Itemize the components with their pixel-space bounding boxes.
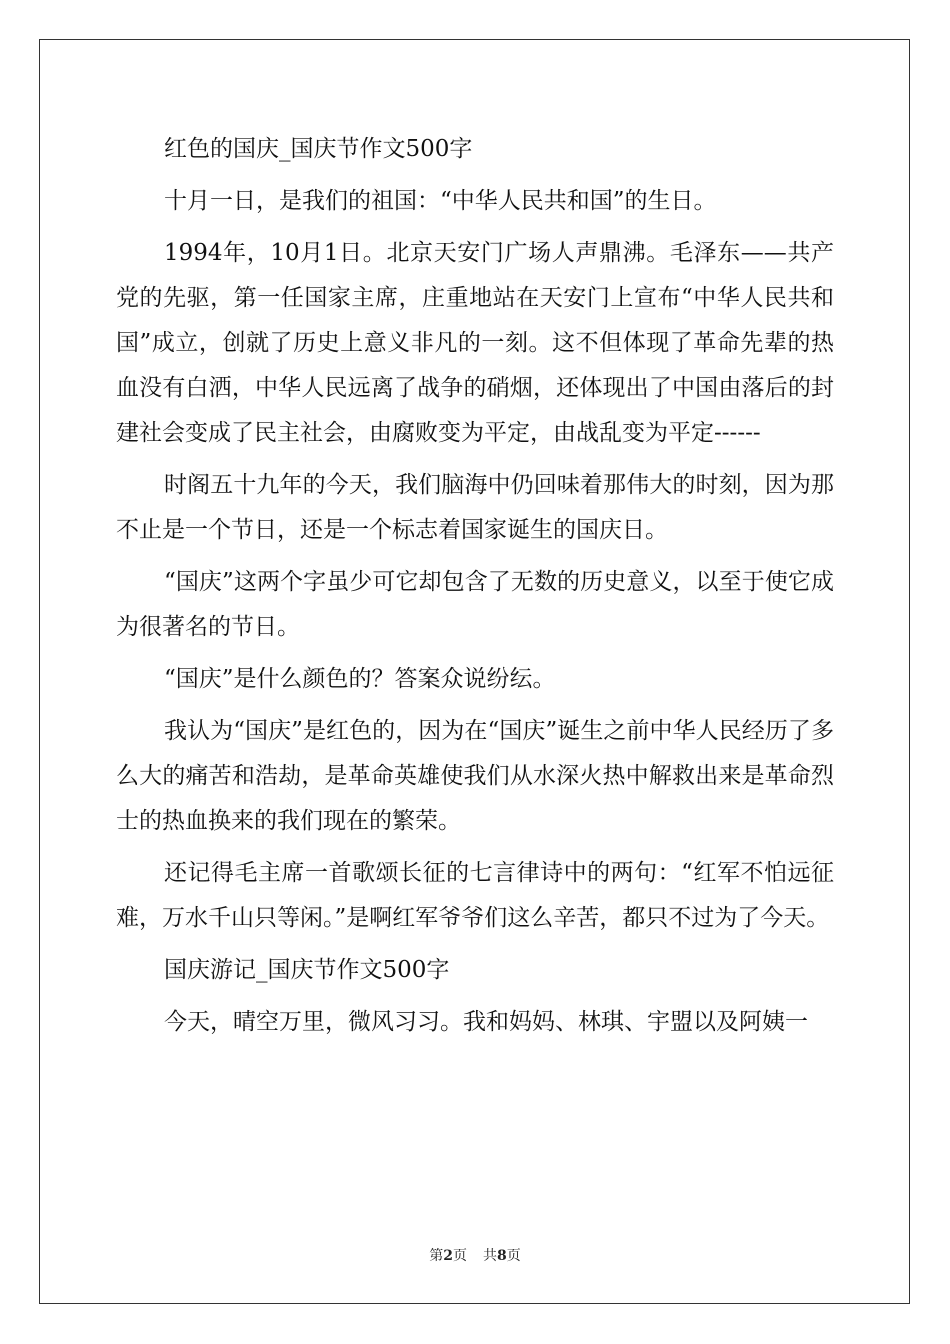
- page-prefix: 第: [429, 1248, 444, 1264]
- page-footer: [0, 1246, 950, 1266]
- article-title: 国庆游记_国庆节作文500字: [164, 957, 450, 983]
- current-page-number: 2: [443, 1248, 453, 1264]
- paragraph: 今天，晴空万里，微风习习。我和妈妈、林琪、宇盟以及阿姨一: [164, 1009, 808, 1035]
- paragraph: 1994年，10月1日。北京天安门广场人声鼎沸。毛泽东——共产党的先驱，第一任国家主席，庄重地站在天安门上宣布“中华人民共和国”成立，创就了历史上意义非凡的一刻。这不但体现了革命先辈的热血没有白洒，中华人民远离了战争的硝烟，还体现出了中国由落后的封建社会变成了民主社会，由腐败变为平定，由战乱变为平定------: [116, 240, 834, 446]
- paragraph: 我认为“国庆”是红色的，因为在“国庆”诞生之前中华人民经历了多么大的痛苦和浩劫，是革命英雄使我们从水深火热中解救出来是革命烈士的热血换来的我们现在的繁荣。: [116, 718, 834, 834]
- total-pages-number: 8: [497, 1248, 507, 1264]
- document-body: [116, 127, 834, 1052]
- paragraph: “国庆”这两个字虽少可它却包含了无数的历史意义，以至于使它成为很著名的节日。: [116, 569, 834, 640]
- paragraph: 时阁五十九年的今天，我们脑海中仍回味着那伟大的时刻，因为那不止是一个节日，还是一个标志着国家诞生的国庆日。: [116, 472, 834, 543]
- paragraph: “国庆”是什么颜色的？答案众说纷纭。: [164, 666, 556, 692]
- paragraph: 还记得毛主席一首歌颂长征的七言律诗中的两句：“红军不怕远征难，万水千山只等闲。”是啊红军爷爷们这么辛苦，都只不过为了今天。: [116, 860, 834, 931]
- total-suffix: 页: [506, 1248, 521, 1264]
- page-suffix: 页: [453, 1248, 467, 1264]
- total-prefix: 共: [483, 1248, 497, 1264]
- article-title: 红色的国庆_国庆节作文500字: [164, 136, 473, 162]
- paragraph: 十月一日，是我们的祖国：“中华人民共和国”的生日。: [164, 188, 717, 214]
